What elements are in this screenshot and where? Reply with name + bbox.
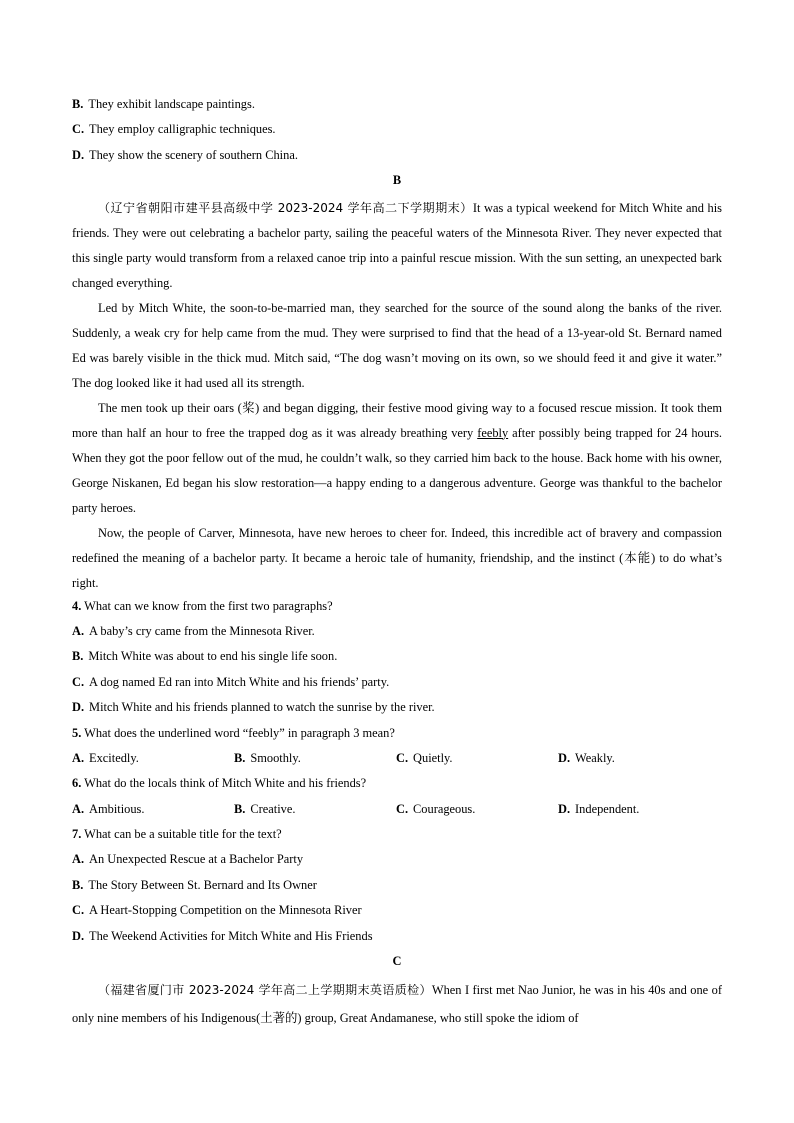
question-4: 4. What can we know from the first two paragraphs? [72, 598, 333, 613]
q6-option-a: A. Ambitious. [72, 801, 145, 816]
q5-option-b: B. Smoothly. [234, 750, 301, 765]
question-5: 5. What does the underlined word “feebly” in paragraph 3 mean? [72, 725, 395, 740]
q7-option-a: A. An Unexpected Rescue at a Bachelor Party [72, 852, 304, 867]
q6-option-c: C. Courageous. [396, 801, 476, 816]
q7-option-d: D. The Weekend Activities for Mitch White and His Friends [72, 928, 373, 943]
q7-option-c: C. A Heart-Stopping Competition on the Minnesota River [72, 903, 362, 918]
q5-option-c: C. Quietly. [396, 750, 453, 765]
section-c-source: （福建省厦门市 2023-2024 学年高二上学期期末英语质检） [98, 983, 432, 998]
prev-option-c: C. They employ calligraphic techniques. [72, 122, 276, 137]
q4-option-c: C. A dog named Ed ran into Mitch White and his friends’ party. [72, 674, 390, 689]
q4-option-b: B. Mitch White was about to end his single life soon. [72, 649, 338, 664]
q6-option-d: D. Independent. [558, 801, 640, 816]
section-b-paragraph-2: Led by Mitch White, the soon-to-be-married man, they searched for the source of the sound along the banks of the river. Suddenly, a weak cry for help came from the mud. They were surprised to find that the head of a 13-year-old St. Bernard named Ed was barely visible in the thick mud. Mitch said, “The dog wasn’t moving on its own, so we should feed it and give it water.” The dog looked like it had used all its strength. [72, 300, 722, 390]
q5-options [72, 748, 722, 773]
section-b-paragraph-4: Now, the people of Carver, Minnesota, have new heroes to cheer for. Indeed, this incredible act of bravery and compassion redefined the meaning of a bachelor party. It became a heroic tale of humanity, friendship, and the instinct (本能) to do what’s right. [72, 525, 722, 590]
prev-option-d: D. They show the scenery of southern China. [72, 147, 298, 162]
underlined-word: feebly [477, 425, 509, 440]
q5-option-a: A. Excitedly. [72, 750, 139, 765]
q7-option-b: B. The Story Between St. Bernard and Its Owner [72, 877, 317, 892]
section-b-source: （辽宁省朝阳市建平县高级中学 2023-2024 学年高二下学期期末） [98, 200, 473, 215]
q5-option-d: D. Weakly. [558, 750, 615, 765]
section-b-paragraph-3: The men took up their oars (桨) and began digging, their festive mood giving way to a focused rescue mission. It took them more than half an hour to free the trapped dog as it was already breathing very feebly after possibly being trapped for 24 hours. When they got the poor fellow out of the mud, he couldn’t walk, so they carried him back to the house. Back home with his owner, George Niskanen, Ed began his slow restoration—a happy ending to a dangerous adventure. George was thankful to the bachelor party heroes. [72, 400, 722, 515]
question-6: 6. What do the locals think of Mitch White and his friends? [72, 776, 367, 791]
q4-option-d: D. Mitch White and his friends planned to watch the sunrise by the river. [72, 700, 435, 715]
question-7: 7. What can be a suitable title for the text? [72, 827, 282, 842]
section-b-heading: B [392, 173, 402, 188]
q6-option-b: B. Creative. [234, 801, 296, 816]
document-content [72, 94, 722, 1032]
section-c-paragraph-1: （福建省厦门市 2023-2024 学年高二上学期期末英语质检）When I first met Nao Junior, he was in his 40s and one of only nine members of his Indigenous(土著的) group, Great Andamanese, who still spoke the idiom of [72, 983, 722, 1026]
prev-option-b: B. They exhibit landscape paintings. [72, 97, 255, 111]
q4-option-a: A. A baby’s cry came from the Minnesota River. [72, 623, 315, 638]
section-b-paragraph-1: （辽宁省朝阳市建平县高级中学 2023-2024 学年高二下学期期末）It was a typical weekend for Mitch White and his friends. They were out celebrating a bachelor party, sailing the peaceful waters of the Minnesota River. They never expected that this single party would transform from a relaxed canoe trip into a painful rescue mission. With the sun setting, an unexpected bark changed everything. [72, 200, 722, 290]
section-c-heading: C [392, 954, 402, 969]
q6-options [72, 799, 722, 824]
